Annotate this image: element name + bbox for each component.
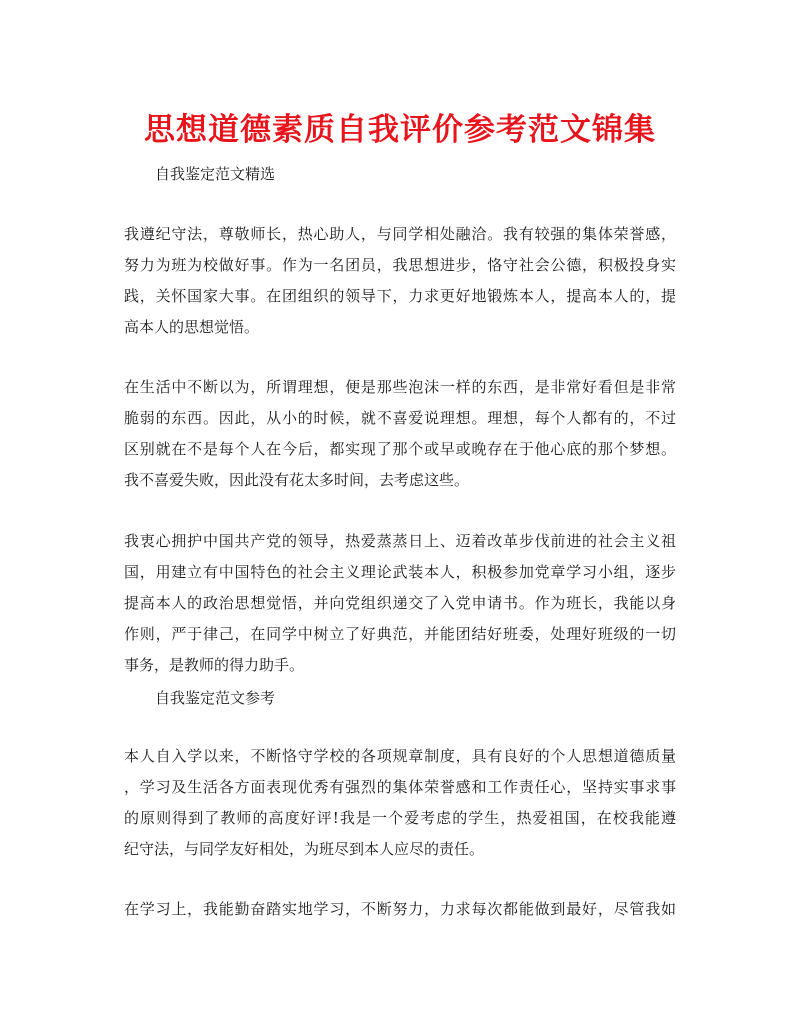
text-line: 脆弱的东西。因此，从小的时候，就不喜爱说理想。理想，每个人都有的，不过 [124, 409, 676, 427]
paragraph-study [124, 894, 676, 925]
text-line: 国，用建立有中国特色的社会主义理论武装本人，积极参加党章学习小组，逐步 [124, 563, 676, 581]
text-line: 的原则得到了教师的高度好评!我是一个爱考虑的学生，热爱祖国，在校我能遵 [124, 809, 676, 827]
text-line: 纪守法，与同学友好相处，为班尽到本人应尽的责任。 [124, 840, 485, 858]
document-title: 思想道德素质自我评价参考范文锦集 [144, 112, 656, 148]
paragraph-party-support [124, 526, 676, 681]
paragraph-since-enrollment [124, 741, 676, 865]
section-heading-reference-samples: 自我鉴定范文参考 [155, 689, 276, 707]
text-line: 作则，严于律己，在同学中树立了好典范，并能团结好班委，处理好班级的一切 [124, 625, 676, 643]
paragraph-discipline [124, 219, 676, 343]
text-line: 区别就在不是每个人在今后，都实现了那个或早或晚存在于他心底的那个梦想。 [124, 440, 676, 458]
text-line: 践，关怀国家大事。在团组织的领导下，力求更好地锻炼本人，提高本人的，提 [124, 287, 676, 305]
text-line: 我遵纪守法，尊敬师长，热心助人，与同学相处融洽。我有较强的集体荣誉感， [124, 225, 676, 243]
text-line: 努力为班为校做好事。作为一名团员，我思想进步，恪守社会公德，积极投身实 [124, 256, 676, 274]
text-line: 事务，是教师的得力助手。 [124, 656, 305, 674]
text-line: 在学习上，我能勤奋踏实地学习，不断努力，力求每次都能做到最好，尽管我如 [124, 900, 676, 918]
text-line: 我衷心拥护中国共产党的领导，热爱蒸蒸日上、迈着改革步伐前进的社会主义祖 [124, 532, 676, 550]
section-heading-selected-samples: 自我鉴定范文精选 [155, 165, 276, 183]
text-line: 高本人的思想觉悟。 [124, 318, 260, 336]
paragraph-ideals [124, 372, 676, 496]
text-line: 在生活中不断以为，所谓理想，便是那些泡沫一样的东西，是非常好看但是非常 [124, 378, 676, 396]
text-line: ，学习及生活各方面表现优秀有强烈的集体荣誉感和工作责任心，坚持实事求事 [124, 778, 676, 796]
text-line: 我不喜爱失败，因此没有花太多时间，去考虑这些。 [124, 471, 470, 489]
text-line: 本人自入学以来，不断恪守学校的各项规章制度，具有良好的个人思想道德质量 [124, 747, 676, 765]
text-line: 提高本人的政治思想觉悟，并向党组织递交了入党申请书。作为班长，我能以身 [124, 594, 676, 612]
